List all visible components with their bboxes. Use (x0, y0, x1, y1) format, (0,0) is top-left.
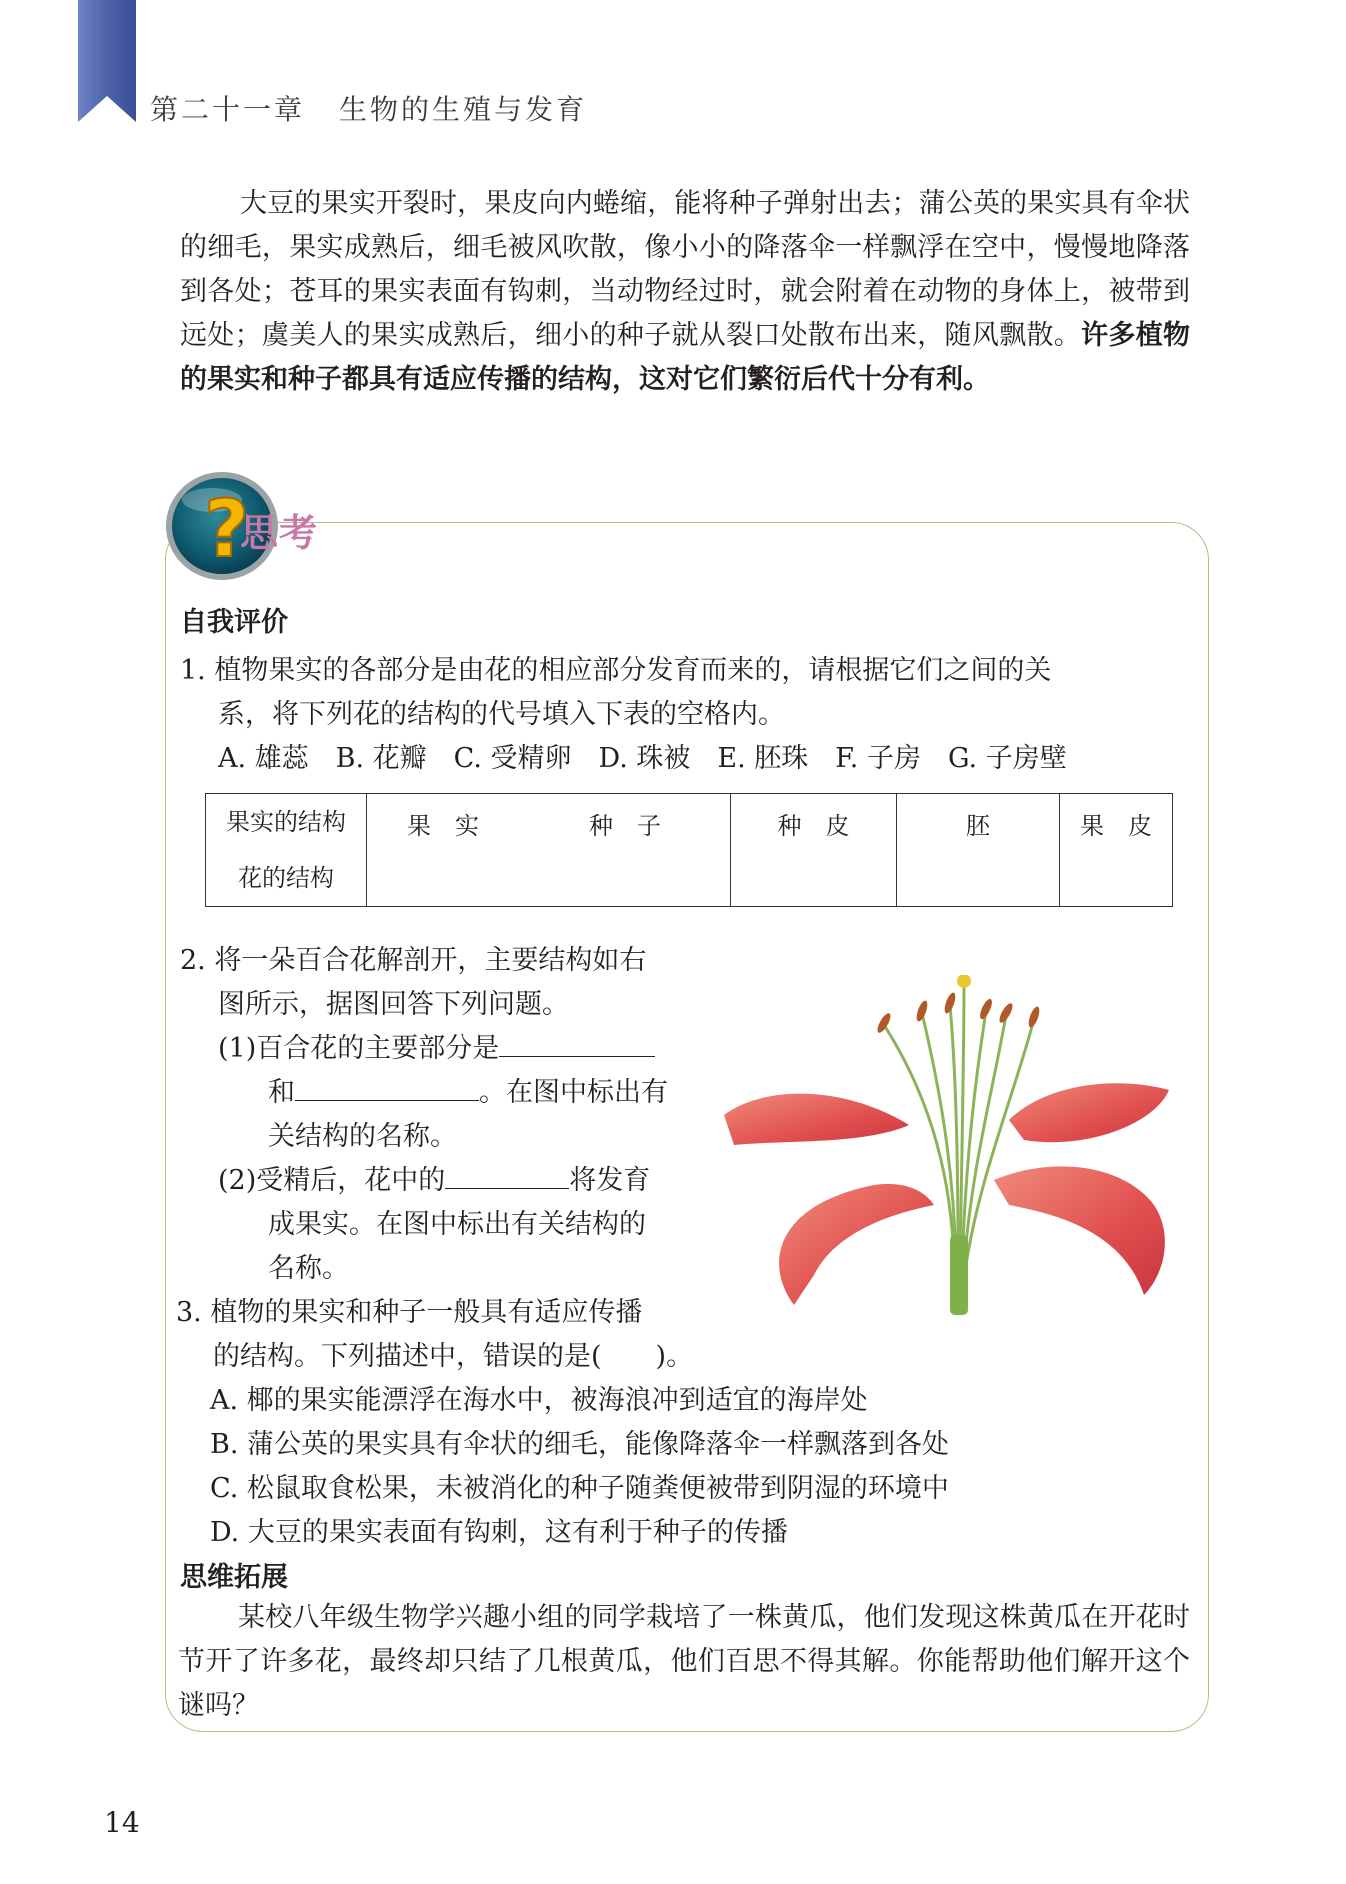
intro-text: 大豆的果实开裂时，果皮向内蜷缩，能将种子弹射出去；蒲公英的果实具有伞状的细毛，果实成熟后，细毛被风吹散，像小小的降落伞一样飘浮在空中，慢慢地降落到各处；苍耳的果实表面有钩刺，当动物经过时，就会附着在动物的身体上，被带到远处；虞美人的果实成熟后，细小的种子就从裂口处散布出来，随风飘散。 (180, 188, 1190, 351)
q2-sub2-b: 将发育 (569, 1165, 651, 1196)
intro-paragraph (180, 182, 1190, 402)
col-guo-pi: 果 皮 (1080, 812, 1152, 840)
q2-sub1-a: (1)百合花的主要部分是 (218, 1033, 500, 1064)
q2-sub1-c: 。在图中标出有 (479, 1077, 668, 1108)
q3-line1: 3. 植物的果实和种子一般具有适应传播 (176, 1297, 643, 1328)
intro-bold-text: 许多植物的果实和种子都具有适应传播的结构，这对它们繁衍后代十分有利。 (180, 320, 1191, 395)
chapter-number: 第二十一章 (150, 93, 306, 126)
col-zhong-pi: 种 皮 (777, 812, 850, 840)
row-head-flower: 花的结构 (238, 864, 334, 892)
q2-sub2-line1 (218, 1158, 650, 1197)
row-head-fruit: 果实的结构 (226, 808, 346, 836)
q3-option-b[interactable]: B. 蒲公英的果实具有伞状的细毛，能像降落伞一样飘落到各处 (210, 1429, 950, 1460)
answer-blank-3[interactable] (445, 1162, 569, 1189)
table-row-head (206, 794, 367, 907)
self-eval-heading: 自我评价 (180, 607, 288, 638)
q2-sub2-a: (2)受精后，花中的 (218, 1165, 446, 1196)
q3-option-c[interactable]: C. 松鼠取食松果，未被消化的种子随粪便被带到阴湿的环境中 (210, 1473, 949, 1504)
table-cell-fruit-seed[interactable] (367, 794, 731, 907)
q2-sub1-line2 (268, 1070, 668, 1109)
chapter-title: 生物的生殖与发育 (339, 93, 588, 126)
q2-sub1-d: 关结构的名称。 (268, 1121, 457, 1152)
think-title: 思考 (240, 511, 319, 555)
col-guo-shi: 果 实 (407, 812, 479, 840)
answer-blank-2[interactable] (295, 1074, 479, 1101)
q2-sub2-d: 名称。 (268, 1253, 349, 1284)
chapter-bookmark-icon (78, 0, 136, 122)
q1-line1: 1. 植物果实的各部分是由花的相应部分发育而来的，请根据它们之间的关 (180, 655, 1052, 686)
chapter-header (150, 88, 587, 128)
extend-text: 某校八年级生物学兴趣小组的同学栽培了一株黄瓜，他们发现这株黄瓜在开花时节开了许多花，最终却只结了几根黄瓜，他们百思不得其解。你能帮助他们解开这个谜吗？ (178, 1602, 1190, 1721)
page-number: 14 (104, 1806, 140, 1839)
q2-sub1-b: 和 (268, 1077, 295, 1108)
table-cell-embryo[interactable] (897, 794, 1060, 907)
q2-sub2-c: 成果实。在图中标出有关结构的 (268, 1209, 646, 1240)
q2-line1: 2. 将一朵百合花解剖开，主要结构如右 (180, 945, 647, 976)
col-zhong-zi: 种 子 (589, 812, 661, 840)
table-cell-seed-coat[interactable] (731, 794, 897, 907)
q2-sub1-line1 (218, 1026, 655, 1065)
q1-line2: 系，将下列花的结构的代号填入下表的空格内。 (218, 699, 785, 730)
lily-flower-illustration (724, 975, 1184, 1315)
svg-text:?: ? (204, 485, 250, 575)
table-cell-pericarp[interactable] (1060, 794, 1173, 907)
q3-option-d[interactable]: D. 大豆的果实表面有钩刺，这有利于种子的传播 (210, 1517, 788, 1548)
col-pei: 胚 (966, 812, 990, 840)
extend-heading: 思维拓展 (180, 1562, 288, 1593)
fruit-flower-table (205, 793, 1173, 907)
answer-blank-1[interactable] (499, 1030, 655, 1057)
q3-line2: 的结构。下列描述中，错误的是( )。 (213, 1341, 694, 1372)
q1-options: A. 雄蕊 B. 花瓣 C. 受精卵 D. 珠被 E. 胚珠 F. 子房 G. 子房壁 (218, 743, 1067, 774)
extend-paragraph (178, 1596, 1190, 1728)
q3-option-a[interactable]: A. 椰的果实能漂浮在海水中，被海浪冲到适宜的海岸处 (210, 1385, 868, 1416)
q2-line2: 图所示，据图回答下列问题。 (218, 989, 569, 1020)
